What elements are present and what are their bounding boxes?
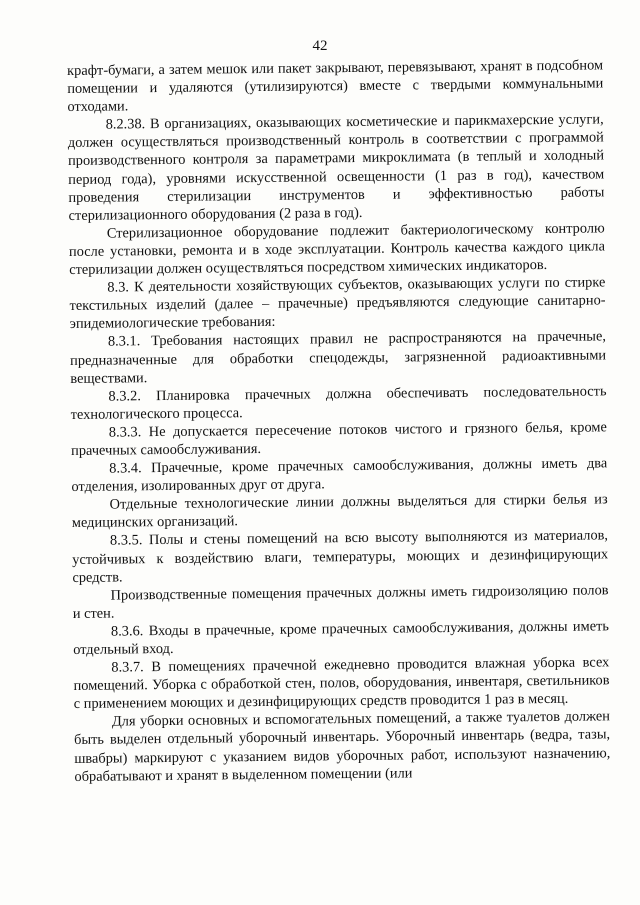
paragraph: 8.2.38. В организациях, оказывающих косметические и парикмахерские услуги, должен осуществляться производственный контроль в соответствии с программой производственного контроля за параметрами микроклимата (в теплый и холодный период года), уровнями искусственной освещенности (1 раз в год), качеством проведения стерилизации инструментов и эффективностью работы стерилизационного оборудования (2 раза в год). — [67, 111, 605, 224]
paragraph: 8.3.2. Планировка прачечных должна обеспечивать последовательность технологического процесса. — [70, 383, 607, 423]
paragraph: 8.3.1. Требования настоящих правил не распространяются на прачечные, предназначенные для обработки спецодежды, загрязненной радиоактивными веществами. — [70, 328, 607, 387]
paragraph: 8.3.7. В помещениях прачечной ежедневно проводится влажная уборка всех помещений. Уборка с обработкой стен, полов, оборудования, инвентаря, светильников с применением моющих и дезинфицирующих средств проводится 1 раз в месяц. — [73, 654, 610, 713]
paragraph: Производственные помещения прачечных должны иметь гидроизоляцию полов и стен. — [72, 582, 609, 622]
paragraph: 8.3. К деятельности хозяйствующих субъектов, оказывающих услуги по стирке текстильных изделий (далее – прачечные) предъявляются следующие санитарно-эпидемиологические требования: — [69, 274, 606, 333]
paragraph: 8.3.4. Прачечные, кроме прачечных самообслуживания, должны иметь два отделения, изолированных друг от друга. — [71, 455, 608, 496]
paragraph: 8.3.6. Входы в прачечные, кроме прачечных самообслуживания, должны иметь отдельный вход. — [73, 618, 610, 658]
paragraph: 8.3.3. Не допускается пересечение потоков чистого и грязного белья, кроме прачечных самообслуживания. — [70, 419, 607, 459]
paragraph: Отдельные технологические линии должны выделяться для стирки белья из медицинских организаций. — [71, 491, 608, 532]
paragraph: Для уборки основных и вспомогательных помещений, а также туалетов должен быть выделен отдельный уборочный инвентарь. Уборочный инвентарь (ведра, тазы, швабры) маркируют с указанием видов уборочных работ, используют назначению, обрабатывают и хранят в выделенном помещении (или — [74, 708, 611, 785]
page-number: 42 — [312, 38, 328, 54]
paragraph: крафт-бумаги, а затем мешок или пакет закрывают, перевязывают, хранят в подсобном помещении и удаляются (утилизируются) вместе с твердыми коммунальными отходами. — [67, 57, 604, 116]
paragraph: Стерилизационное оборудование подлежит бактериологическому контролю после установки, ремонта и в ходе эксплуатации. Контроль качества каждого цикла стерилизации должен осуществляться посредством химических индикаторов. — [68, 220, 606, 279]
body-text — [67, 56, 611, 785]
paragraph: 8.3.5. Полы и стены помещений на всю высоту выполняются из материалов, устойчивых к воздействию влаги, температуры, моющих и дезинфицирующих средств. — [72, 527, 609, 586]
